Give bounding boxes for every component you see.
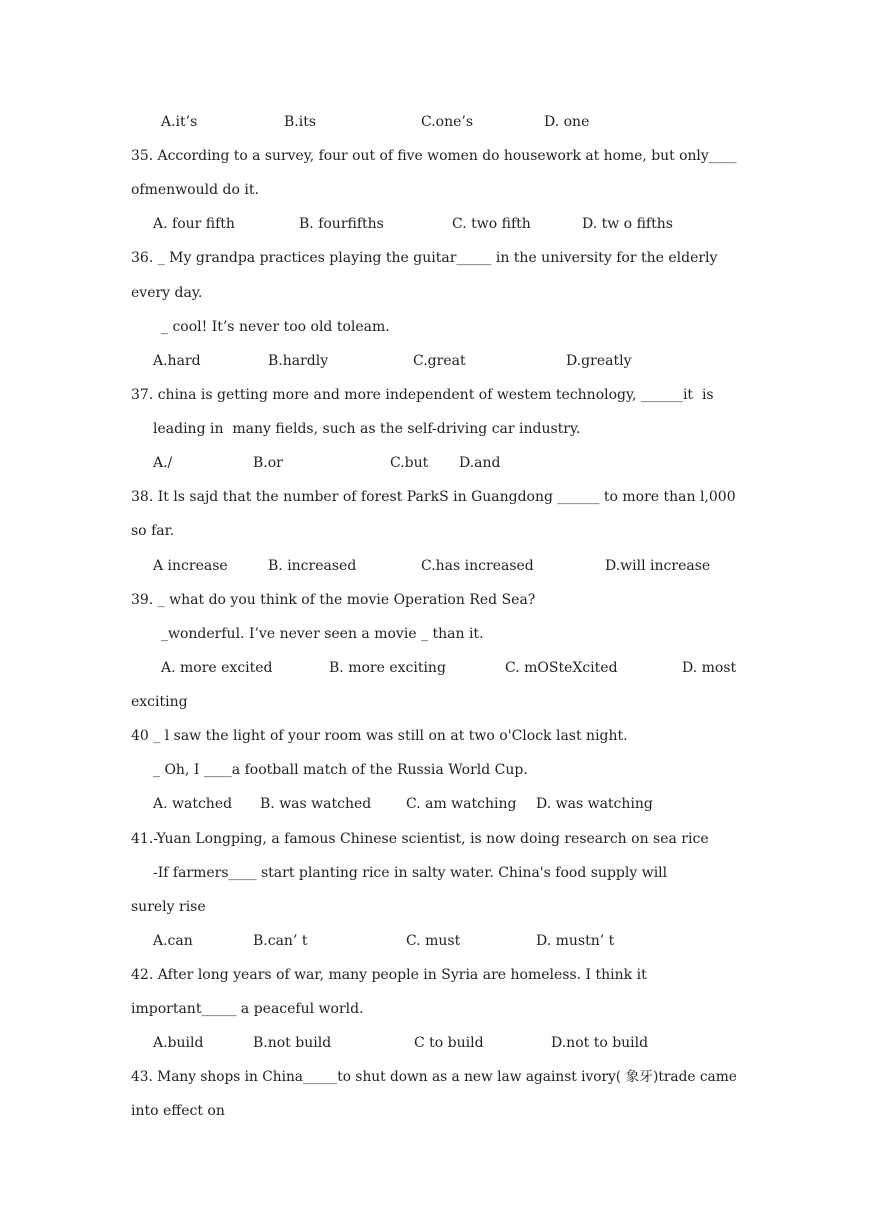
options-q37 — [153, 452, 753, 474]
option-d: D. was watching — [536, 796, 653, 812]
option-a: A.build — [153, 1035, 204, 1051]
option-c: C.but — [390, 455, 429, 471]
question-43: 43. Many shops in China_____to shut down as a new law against ivory( 象牙)trade came — [131, 1069, 737, 1085]
option-c: C. must — [406, 933, 461, 949]
question-38-cont: so far. — [131, 523, 175, 539]
option-b: B.or — [253, 455, 283, 471]
question-38: 38. It ls sajd that the number of forest ParkS in Guangdong ______ to more than l,000 — [131, 489, 736, 505]
option-b: B.its — [284, 114, 317, 130]
option-c: C. two fifth — [452, 216, 531, 232]
option-d: D.not to build — [551, 1035, 649, 1051]
option-a: A.hard — [153, 353, 201, 369]
question-36: 36. _ My grandpa practices playing the guitar_____ in the university for the elderly — [131, 250, 718, 266]
question-41: 41.-Yuan Longping, a famous Chinese scientist, is now doing research on sea rice — [131, 831, 709, 847]
option-b: B.hardly — [268, 353, 329, 369]
option-d: D. one — [544, 114, 590, 130]
question-41-cont: surely rise — [131, 899, 206, 915]
question-35-cont: ofmenwould do it. — [131, 182, 259, 198]
option-d: D. mustn’ t — [536, 933, 615, 949]
options-q42 — [153, 1032, 753, 1054]
option-b: B.can’ t — [253, 933, 308, 949]
option-c: C to build — [414, 1035, 484, 1051]
options-q39 — [161, 657, 741, 679]
option-b: B.not build — [253, 1035, 332, 1051]
option-a: A. four fifth — [153, 216, 235, 232]
option-c: C. mOSteXcited — [505, 660, 618, 676]
question-39: 39. _ what do you think of the movie Operation Red Sea? — [131, 592, 536, 608]
option-b: B. more exciting — [329, 660, 446, 676]
question-37-cont: leading in many fields, such as the self-driving car industry. — [153, 421, 581, 437]
option-c: C.has increased — [421, 558, 534, 574]
options-q35 — [153, 213, 753, 235]
options-q41 — [153, 930, 753, 952]
option-c: C. am watching — [406, 796, 517, 812]
option-d: D.and — [459, 455, 501, 471]
question-41-reply: -If farmers____ start planting rice in salty water. China's food supply will — [153, 865, 668, 881]
option-b: B. fourfifths — [299, 216, 384, 232]
option-a: A.can — [153, 933, 193, 949]
question-42-cont: important_____ a peaceful world. — [131, 1001, 364, 1017]
question-36-reply: _ cool! It’s never too old toleam. — [161, 319, 390, 335]
option-b: B. was watched — [260, 796, 372, 812]
question-35: 35. According to a survey, four out of five women do housework at home, but only____ — [131, 148, 737, 164]
question-36-cont: every day. — [131, 285, 203, 301]
option-d-cont: exciting — [131, 694, 188, 710]
question-42: 42. After long years of war, many people in Syria are homeless. I think it — [131, 967, 647, 983]
option-c: C.one’s — [421, 114, 474, 130]
options-q36 — [153, 350, 753, 372]
option-b: B. increased — [268, 558, 357, 574]
question-40-reply: _ Oh, I ____a football match of the Russia World Cup. — [153, 762, 528, 778]
option-d: D. most — [682, 660, 737, 676]
option-a: A.it’s — [161, 114, 198, 130]
option-a: A increase — [153, 558, 228, 574]
question-40: 40 _ l saw the light of your room was still on at two o'Clock last night. — [131, 728, 628, 744]
option-c: C.great — [413, 353, 466, 369]
options-q34 — [161, 111, 761, 133]
option-a: A. watched — [153, 796, 233, 812]
question-37: 37. china is getting more and more independent of westem technology, ______it is — [131, 387, 714, 403]
question-43-cont: into effect on — [131, 1103, 225, 1119]
options-q40 — [153, 793, 753, 815]
option-a: A. more excited — [161, 660, 273, 676]
option-d: D. tw o fifths — [582, 216, 673, 232]
option-d: D.greatly — [566, 353, 632, 369]
option-d: D.will increase — [605, 558, 711, 574]
question-39-reply: _wonderful. I’ve never seen a movie _ than it. — [161, 626, 484, 642]
option-a: A./ — [153, 455, 173, 471]
options-q38 — [153, 555, 753, 577]
